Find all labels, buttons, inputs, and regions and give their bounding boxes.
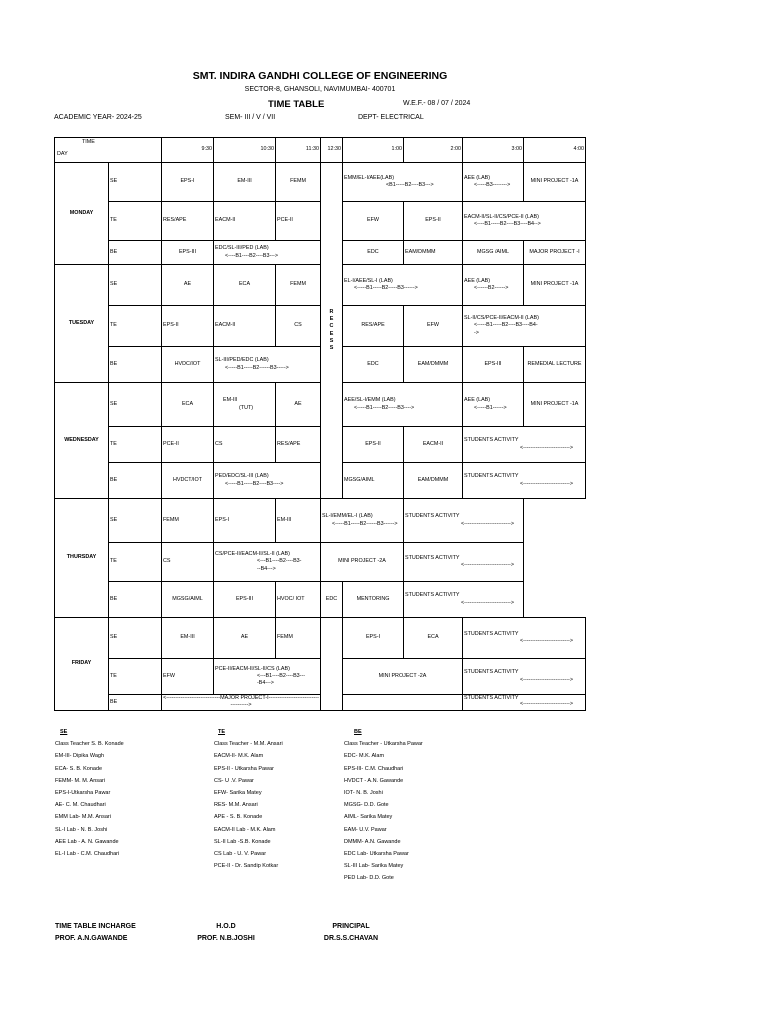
faculty-line: SL-III Lab- Sarika Matey (344, 863, 404, 870)
timetable-cell: EPS-I (343, 618, 404, 659)
timetable-cell: AE (276, 383, 321, 427)
lab-batches: <------B2------> (474, 285, 509, 291)
activity-arrow: <--------------------------> (520, 701, 573, 708)
faculty-line: EAM- U.V. Pawar (344, 826, 387, 833)
lab-cell (463, 202, 586, 241)
lab-title: EL-I/AEE/SL-I (LAB) (344, 277, 393, 284)
lab-batches: <----B1----B2----B3---> (225, 252, 279, 259)
activity-title: STUDENTS ACTIVITY (464, 669, 519, 676)
timetable-cell: EPS-II (162, 306, 214, 347)
timetable-cell: EACM-II (214, 306, 276, 347)
signature-title: PRINCIPAL (332, 923, 370, 930)
activity-arrow: <--------------------------> (520, 676, 573, 683)
signature-name: PROF. N.B.JOSHI (197, 934, 255, 942)
section-label: TE (109, 202, 162, 241)
lab-title: AEE (LAB) (464, 397, 491, 404)
faculty-line: Class Teacher S. B. Konade (55, 741, 124, 748)
faculty-list-se (55, 726, 124, 860)
lab-batches: <-----B3--------> (474, 182, 511, 188)
effective-date: W.E.F.- 08 / 07 / 2024 (403, 100, 471, 107)
table-row (55, 499, 586, 543)
timetable-cell: CS (214, 427, 276, 463)
table-row (55, 659, 586, 695)
timetable-cell: EACM-II (214, 202, 276, 241)
time-slot: 9:30 (162, 138, 214, 163)
activity-cell (404, 499, 524, 543)
timetable-cell: EM-III (162, 618, 214, 659)
activity-title: STUDENTS ACTIVITY (464, 630, 519, 637)
faculty-line: IOT- N. B. Joshi (344, 790, 383, 797)
recess-letter: E (329, 315, 334, 322)
timetable-cell: AE (214, 618, 276, 659)
section-label: TE (109, 659, 162, 695)
department: DEPT- ELECTRICAL (358, 114, 424, 121)
faculty-line: SL-I Lab - N. B. Joshi (55, 826, 108, 833)
recess-letter: S (329, 337, 334, 344)
activity-title: STUDENTS ACTIVITY (405, 513, 460, 520)
time-day-header (55, 138, 162, 163)
day-label: DAY (57, 151, 68, 157)
timetable-cell: MGSG /AIML (463, 241, 524, 265)
lab-title: PCE-II/EACM-II/SL-II/CS (LAB) (215, 665, 290, 672)
lab-cell (214, 241, 321, 265)
activity-title: STUDENTS ACTIVITY (464, 695, 519, 702)
lab-batches: <---B1----B2----B3--- (257, 672, 306, 679)
time-slot: 2:00 (404, 138, 463, 163)
semester: SEM- III / V / VII (225, 114, 276, 121)
faculty-line: AE- C. M. Chaudhari (55, 802, 106, 809)
table-row (55, 695, 586, 711)
table-row (55, 582, 586, 618)
time-slot: 1:00 (343, 138, 404, 163)
recess-letter: C (329, 323, 334, 330)
timetable-cell: RES/APE (276, 427, 321, 463)
lab-title: AEE/SL-I/EMM (LAB) (344, 397, 396, 404)
activity-cell (463, 659, 586, 695)
activity-title: STUDENTS ACTIVITY (464, 437, 519, 444)
lab-cell (463, 265, 524, 306)
faculty-line: EDC Lab- Utkarsha Pawar (344, 851, 409, 858)
recess-column-friday (321, 618, 343, 711)
faculty-line: ECA- S. B. Konade (55, 765, 103, 772)
faculty-line: FEMM- M. M. Ansari (55, 777, 106, 784)
section-label: TE (109, 306, 162, 347)
faculty-line: CS- U .V. Pawar (214, 777, 254, 784)
section-label: BE (109, 347, 162, 383)
table-row (55, 383, 586, 427)
lab-batches: <----B1-----B2----B3----B4--> (474, 221, 541, 227)
lab-batches-cont: --B4---> (257, 565, 276, 572)
lab-title: AEE (LAB) (464, 174, 491, 181)
signature-title: H.O.D (216, 923, 236, 930)
faculty-line: Class Teacher - Utkarsha Pawar (344, 741, 423, 748)
lab-cell (463, 383, 524, 427)
timetable-title: TIME TABLE (268, 99, 325, 110)
faculty-line: CS Lab - U. V. Pawar (214, 851, 267, 858)
timetable-cell: EAM/DMMM (404, 347, 463, 383)
faculty-line: PCE-II - Dr. Sandip Kotkar (214, 863, 279, 870)
lab-batches: <-----B1-----B2-----B3----> (354, 404, 415, 411)
recess-letter: S (329, 345, 334, 352)
timetable-cell: EPS-II (343, 427, 404, 463)
section-label: TE (109, 427, 162, 463)
lab-batches: <-----B1-----B2------B3-----> (225, 364, 289, 371)
timetable-cell: FEMM (276, 265, 321, 306)
lab-cell (321, 499, 404, 543)
section-label: BE (109, 463, 162, 499)
faculty-heading: TE (218, 729, 226, 735)
activity-arrow: <--------------------------> (461, 562, 514, 568)
major-project-cont (343, 695, 463, 711)
time-label: TIME (82, 139, 95, 145)
timetable-cell: EAM/DMMM (404, 241, 463, 265)
signature-incharge (55, 921, 136, 944)
faculty-line: EPS-II - Utkarsha Pawar (214, 765, 274, 772)
lab-title: EMM/EL-I/AEE(LAB) (344, 174, 395, 181)
faculty-line: DMMM- A.N. Gawande (344, 838, 401, 845)
faculty-line: EPS-I-Utkarsha Pawar (55, 790, 111, 797)
faculty-line: SL-II Lab -S.B. Konade (214, 838, 271, 845)
section-label: SE (109, 163, 162, 202)
lab-batches: <B1-----B2----B3---> (386, 182, 434, 188)
table-row (55, 202, 586, 241)
faculty-list-be (344, 726, 423, 885)
lab-batches: <-----B1------> (474, 404, 507, 411)
recess-letter: E (329, 330, 334, 337)
lab-cell (214, 659, 321, 695)
table-row (55, 306, 586, 347)
timetable-cell: EFW (162, 659, 214, 695)
faculty-line: EL-I Lab - C.M. Chaudhari (55, 851, 120, 858)
lab-cell (214, 463, 321, 499)
subject-note: (TUT) (239, 404, 254, 411)
lab-title: SL-III/PED/EDC (LAB) (215, 357, 269, 364)
timetable-cell: EPS-III (463, 347, 524, 383)
time-slot: 10:30 (214, 138, 276, 163)
activity-arrow: <--------------------------> (461, 599, 514, 606)
time-header-row (55, 138, 586, 163)
timetable-cell: EPS-III (214, 582, 276, 618)
mini-project-cell: MINI PROJECT -2A (321, 543, 404, 582)
timetable-cell: MGSG/AIML (343, 463, 404, 499)
signature-title: TIME TABLE INCHARGE (55, 923, 136, 930)
section-label: TE (109, 543, 162, 582)
activity-title: STUDENTS ACTIVITY (464, 473, 519, 480)
timetable-cell: EPS-I (214, 499, 276, 543)
faculty-line: EACM-II Lab - M.K. Alam (214, 826, 276, 833)
activity-cell (463, 695, 586, 711)
section-label: SE (109, 383, 162, 427)
timetable-cell: ECA (162, 383, 214, 427)
time-slot: 12:30 (321, 138, 343, 163)
lab-batches: <---B1----B2----B3- (257, 558, 302, 565)
table-row (55, 163, 586, 202)
recess-column (321, 163, 343, 499)
timetable-cell: HVOC/ IOT (276, 582, 321, 618)
timetable-cell: FEMM (276, 163, 321, 202)
section-label: SE (109, 499, 162, 543)
timetable-cell: ECA (214, 265, 276, 306)
section-label: BE (109, 241, 162, 265)
lab-title: CS/PCE-II/EACM-II/SL-II (LAB) (215, 551, 290, 558)
lab-title: EACM-II/SL-II/CS/PCE-II (LAB) (464, 213, 539, 220)
faculty-line: RES- M.M. Ansari (214, 802, 258, 809)
lab-batches: <-----B1-----B2----B3----> (225, 480, 284, 487)
section-label: SE (109, 618, 162, 659)
table-row (55, 427, 586, 463)
section-label: BE (109, 695, 162, 711)
faculty-line: EDC- M.K. Alam (344, 753, 385, 760)
timetable-cell: ECA (404, 618, 463, 659)
activity-cell (463, 618, 586, 659)
timetable-cell: EDC (321, 582, 343, 618)
table-row (55, 265, 586, 306)
faculty-line: AEE Lab - A. N. Gawande (55, 838, 119, 845)
timetable-cell: FEMM (162, 499, 214, 543)
day-friday: FRIDAY (55, 618, 109, 711)
college-address: SECTOR-8, GHANSOLI, NAVIMUMBAI- 400701 (244, 86, 396, 93)
lab-title: AEE (LAB) (464, 277, 491, 284)
signature-name: DR.S.S.CHAVAN (323, 934, 379, 942)
academic-year: ACADEMIC YEAR- 2024-25 (54, 114, 142, 121)
day-wednesday: WEDNESDAY (55, 383, 109, 499)
mini-project-cell: MINI PROJECT -2A (343, 659, 463, 695)
faculty-line: EMM Lab- M.M. Ansari (55, 814, 111, 821)
faculty-line: Class Teacher - M.M. Ansari (214, 741, 283, 748)
lab-batches-cont: -B4---> (257, 680, 274, 687)
timetable-cell: EDC (343, 241, 404, 265)
major-project-cell: <------------------------------MAJOR PROJECT-I--------------------------------------> (163, 695, 319, 709)
timetable-grid (54, 137, 586, 711)
time-slot: 11:30 (276, 138, 321, 163)
timetable-cell: MGSG/AIML (162, 582, 214, 618)
college-name: SMT. INDIRA GANDHI COLLEGE OF ENGINEERING (192, 70, 448, 82)
table-row (55, 543, 586, 582)
lab-title: SL-II/CS/PCE-II/EACM-II (LAB) (464, 315, 539, 322)
activity-arrow: <--------------------------> (520, 638, 573, 644)
subject: EM-III (223, 397, 238, 404)
timetable-cell: EAM/DMMM (404, 463, 463, 499)
timetable-cell: MINI PROJECT -1A (524, 265, 586, 306)
signature-hod (190, 921, 262, 944)
recess-letter: R (329, 308, 334, 315)
timetable-cell: CS (162, 543, 214, 582)
time-slot: 4:00 (524, 138, 586, 163)
activity-cell (463, 427, 586, 463)
time-slot: 3:00 (463, 138, 524, 163)
lab-title: SL-I/EMM/EL-I (LAB) (322, 513, 373, 520)
faculty-line: EPS-III- C.M. Chaudhari (344, 765, 404, 772)
timetable-cell: PCE-II (162, 427, 214, 463)
timetable-cell: EFW (404, 306, 463, 347)
day-thursday: THURSDAY (55, 499, 109, 618)
faculty-heading: SE (60, 729, 68, 735)
section-label: BE (109, 582, 162, 618)
day-monday: MONDAY (55, 163, 109, 265)
timetable-cell: PCE-II (276, 202, 321, 241)
lab-title: PED/EDC/SL-III (LAB) (215, 473, 269, 480)
faculty-line: EACM-II- M.K. Alam (214, 753, 264, 760)
timetable-cell: EM-III (214, 163, 276, 202)
activity-arrow: <--------------------------> (520, 480, 573, 487)
timetable-cell: MAJOR PROJECT -I (524, 241, 586, 265)
activity-title: STUDENTS ACTIVITY (405, 554, 460, 561)
timetable-cell: HVDC/IOT (162, 347, 214, 383)
timetable-cell: EPS-III (162, 241, 214, 265)
timetable-cell (214, 383, 276, 427)
timetable-cell: EPS-I (162, 163, 214, 202)
activity-cell (404, 582, 524, 618)
faculty-line: EFW- Sarika Matey (214, 790, 262, 797)
section-label: SE (109, 265, 162, 306)
timetable-cell: MINI PROJECT -1A (524, 383, 586, 427)
timetable-cell: FEMM (276, 618, 321, 659)
lab-cell (343, 383, 463, 427)
lab-cell (343, 265, 463, 306)
lab-cell (214, 543, 321, 582)
faculty-line: PED Lab- D.D. Gote (344, 875, 394, 882)
lab-batches: <-----B1-----B2----B3----B4- (474, 322, 538, 329)
signature-name: PROF. A.N.GAWANDE (55, 934, 128, 942)
timetable-cell: REMEDIAL LECTURE (524, 347, 586, 383)
activity-arrow: <--------------------------> (461, 520, 514, 527)
table-row (55, 347, 586, 383)
table-row (55, 463, 586, 499)
faculty-line: HVDCT - A.N. Gawande (344, 777, 404, 784)
lab-batches-cont: -> (474, 329, 479, 336)
timetable-cell: MENTORING (343, 582, 404, 618)
timetable-cell: AE (162, 265, 214, 306)
faculty-heading: BE (354, 729, 362, 735)
timetable-cell: EACM-II (404, 427, 463, 463)
lab-cell (463, 163, 524, 202)
signature-principal (321, 921, 381, 944)
faculty-line: APE - S. B. Konade (214, 814, 263, 821)
timetable-cell: EFW (343, 202, 404, 241)
lab-cell (214, 347, 321, 383)
faculty-line: MGSG- D.D. Gote (344, 802, 389, 809)
lab-batches: <-----B1-----B2-----B3------> (354, 285, 418, 291)
timetable-cell: EDC (343, 347, 404, 383)
faculty-line: EM-III- Dipika Wagh (55, 753, 105, 760)
lab-title: EDC/SL-III/PED (LAB) (215, 245, 269, 252)
table-row (55, 241, 586, 265)
lab-cell (343, 163, 463, 202)
faculty-list-te (214, 726, 283, 872)
timetable-cell: RES/APE (162, 202, 214, 241)
activity-cell (404, 543, 524, 582)
timetable-cell: MINI PROJECT -1A (524, 163, 586, 202)
timetable-cell: CS (276, 306, 321, 347)
lab-batches: <-----B1-----B2------B3------> (332, 520, 398, 527)
timetable-cell: EPS-II (404, 202, 463, 241)
day-tuesday: TUESDAY (55, 265, 109, 383)
faculty-line: AIML- Sarika Matey (344, 814, 393, 821)
timetable-cell: EM-III (276, 499, 321, 543)
activity-arrow: <--------------------------> (520, 444, 573, 451)
timetable-cell: HVDCT/IOT (162, 463, 214, 499)
activity-title: STUDENTS ACTIVITY (405, 592, 460, 599)
lab-cell (463, 306, 586, 347)
table-row (55, 618, 586, 659)
activity-cell (463, 463, 586, 499)
timetable-cell: RES/APE (343, 306, 404, 347)
